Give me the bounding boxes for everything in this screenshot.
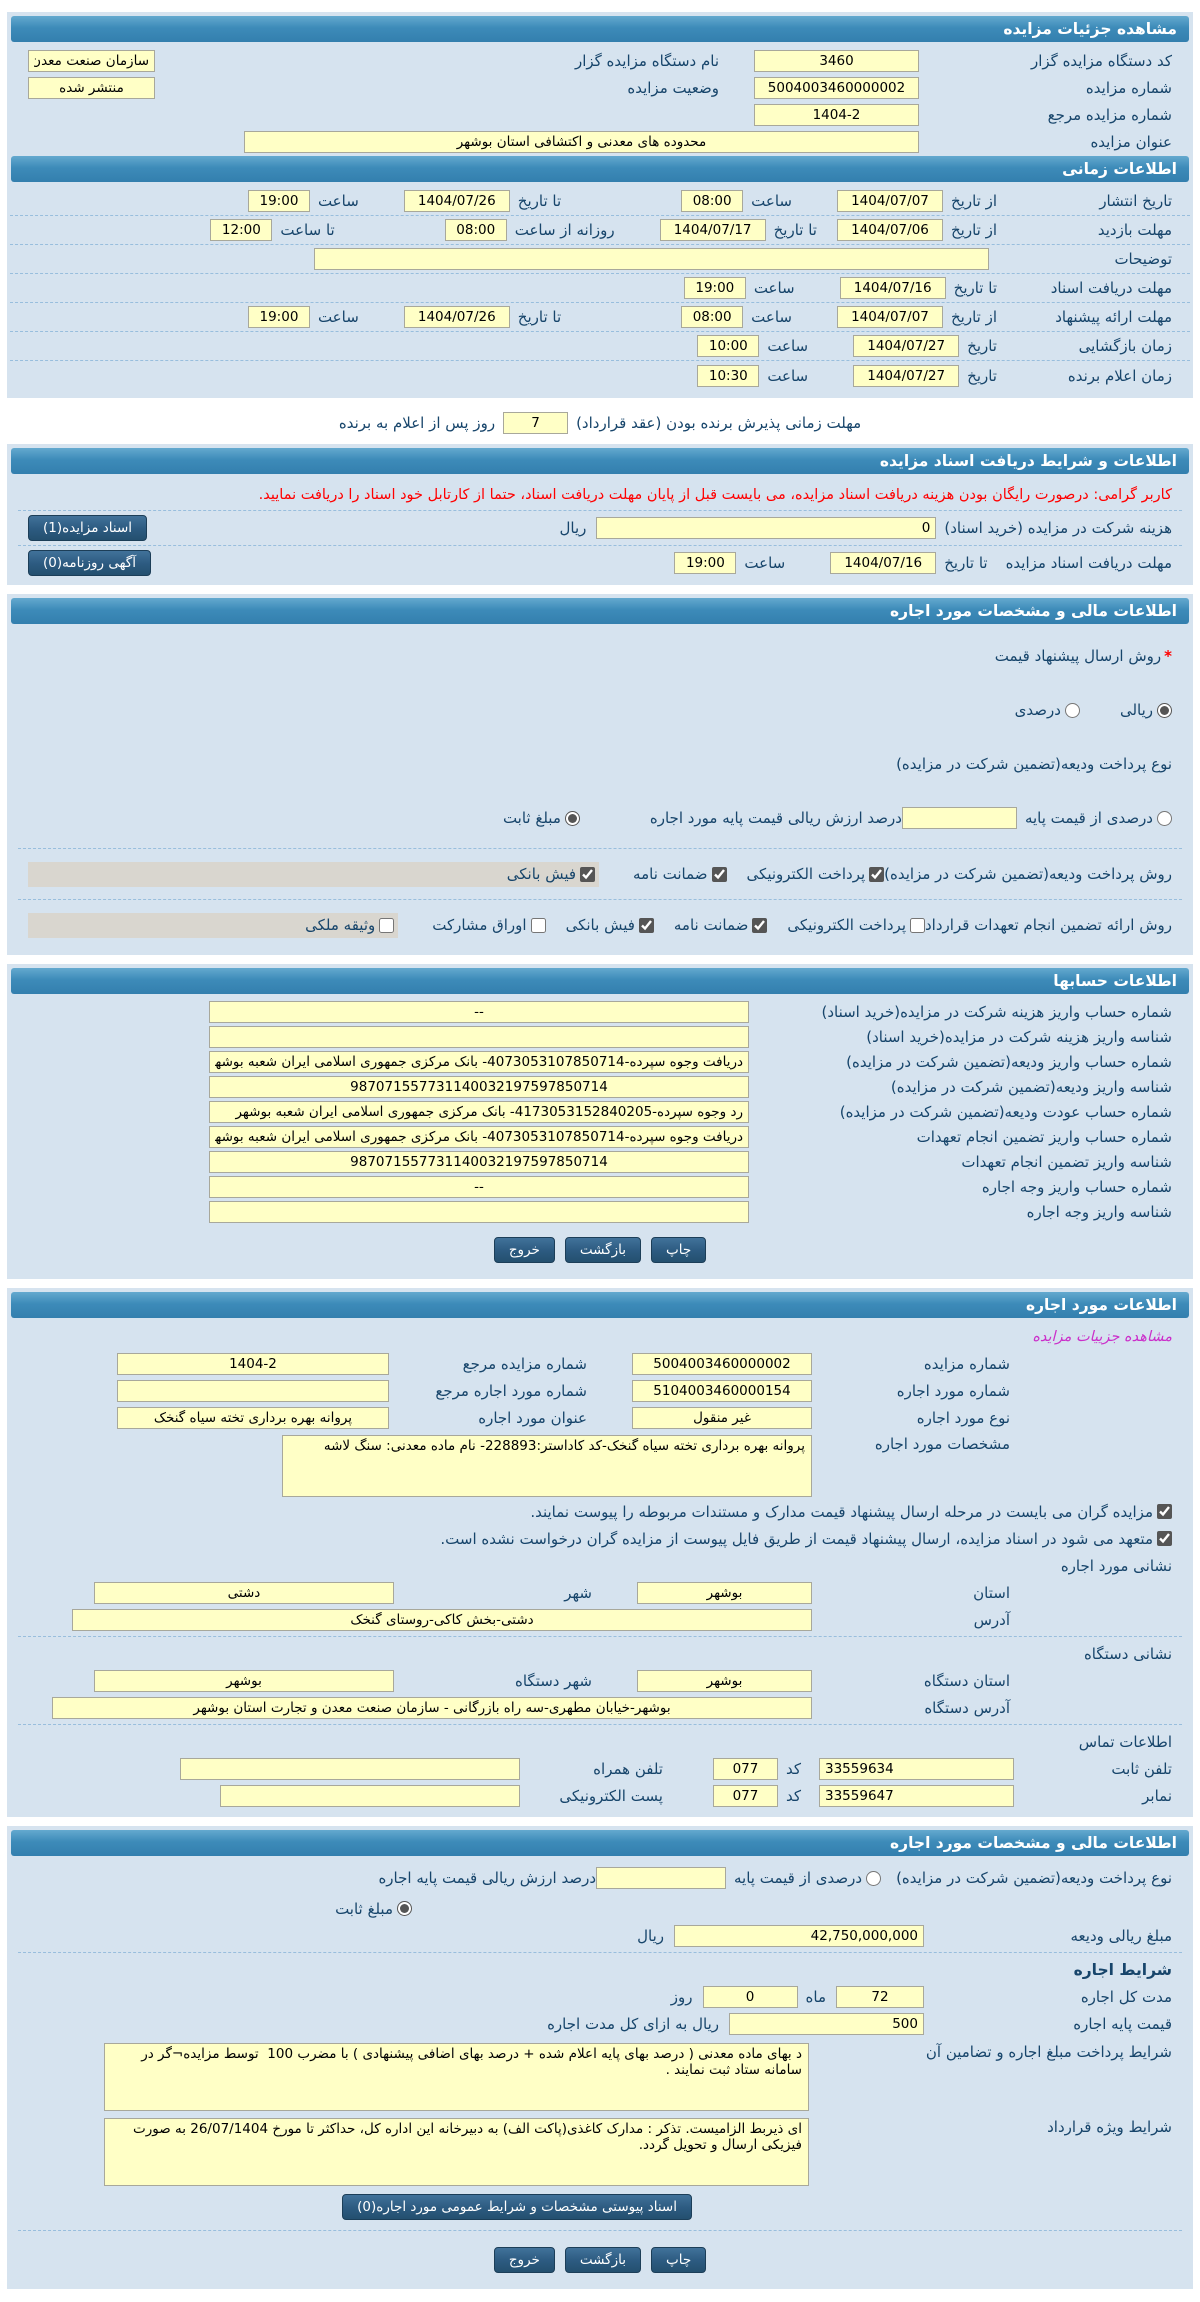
section-title-financial-2: اطلاعات مالی و مشخصات مورد اجاره [890, 1834, 1177, 1852]
separator [18, 848, 1182, 849]
offer-to-date-field[interactable] [404, 306, 510, 328]
deposit-fixed-radio-2[interactable] [335, 1900, 412, 1918]
guarantee-bonds-checkbox[interactable] [432, 916, 545, 934]
item-spec-label: مشخصات مورد اجاره [874, 1435, 1010, 1453]
deposit-type-label-2: نوع پرداخت ودیعه(تضمین شرکت در مزایده) [896, 1869, 1172, 1887]
deposit-pay-electronic-checkbox[interactable] [747, 865, 885, 883]
publish-to-date-label: تا تاریخ [517, 192, 562, 210]
deposit-type-options-row [10, 791, 1190, 845]
item-address-title: نشانی مورد اجاره [1060, 1556, 1172, 1575]
separator [18, 1952, 1182, 1953]
offer-from-date-label: از تاریخ [950, 308, 997, 326]
offer-from-time-field[interactable] [681, 306, 743, 328]
contact-title: اطلاعات تماس [1078, 1732, 1172, 1751]
publish-from-date-field[interactable] [837, 190, 943, 212]
view-auction-details-link[interactable]: مشاهده جزییات مزایده [1032, 1328, 1172, 1345]
account-field[interactable] [209, 1151, 749, 1173]
agency-address-field[interactable] [52, 1697, 812, 1719]
phone-code-label: کد [785, 1759, 801, 1778]
participation-fee-field[interactable] [596, 517, 936, 539]
offer-period-row [10, 303, 1190, 332]
account-row [10, 1099, 1190, 1124]
account-label: شماره حساب واریز وجه اجاره [981, 1177, 1172, 1196]
deposit-percent-suffix-2: درصد ارزش ریالی قیمت پایه اجاره [378, 1869, 597, 1887]
offer-to-time-field[interactable] [248, 306, 310, 328]
deposit-pay-bank-slip-input[interactable] [580, 867, 595, 882]
account-label: شناسه واریز وجه اجاره [1026, 1202, 1172, 1221]
opening-time-field[interactable] [697, 335, 759, 357]
deposit-pay-electronic-label: پرداخت الکترونیکی [746, 865, 866, 883]
no-attach-row [10, 1525, 1190, 1552]
email-field[interactable] [220, 1785, 520, 1807]
account-field[interactable] [209, 1076, 749, 1098]
visit-label: مهلت بازدید [1097, 221, 1172, 239]
docs-deadline-label: مهلت دریافت اسناد [1050, 279, 1172, 297]
publish-from-date-label: از تاریخ [950, 192, 997, 210]
separator [18, 545, 1182, 546]
auction-documents-button[interactable]: اسناد مزایده(1) [28, 515, 147, 541]
account-field[interactable] [209, 1176, 749, 1198]
base-price-row [10, 2010, 1190, 2037]
price-method-percent-input[interactable] [1065, 703, 1080, 718]
auction-status-label: وضعیت مزایده [627, 78, 719, 97]
bottom-button-row [10, 2234, 1190, 2281]
deposit-percent-radio[interactable] [1025, 809, 1172, 827]
auction-ref-field[interactable] [754, 104, 919, 126]
acceptance-suffix: روز پس از اعلام به برنده [338, 413, 496, 432]
docs-deadline-row [10, 274, 1190, 303]
visit-to-date-label: تا تاریخ [773, 221, 817, 239]
section-header-timing [11, 156, 1189, 182]
fax-code-label: کد [785, 1786, 801, 1805]
opening-time-row [10, 332, 1190, 361]
agency-name-label: نام دستگاه مزایده گزار [574, 51, 719, 70]
item-auction-ref-label: شماره مزایده مرجع [462, 1354, 587, 1373]
visit-daily-from-field[interactable] [445, 219, 507, 241]
item-title-label: عنوان مورد اجاره [478, 1408, 587, 1427]
acceptance-label: مهلت زمانی پذیرش برنده بودن (عقد قرارداد) [576, 413, 862, 432]
months-label: ماه [805, 1987, 826, 2006]
deposit-fixed-row-2 [10, 1895, 1190, 1922]
agency-city-field[interactable] [94, 1670, 394, 1692]
deposit-percent-value-field-2[interactable] [596, 1867, 726, 1889]
account-row [10, 1074, 1190, 1099]
agency-address-label: آدرس دستگاه [924, 1698, 1010, 1717]
publish-to-hour-label: ساعت [317, 192, 359, 210]
item-ref-label: شماره مورد اجاره مرجع [435, 1381, 587, 1400]
lease-duration-days-field[interactable] [703, 1986, 798, 2008]
section-header-documents [11, 448, 1189, 474]
item-type-row [10, 1404, 1190, 1431]
section-title-accounts: اطلاعات حسابها [1053, 972, 1177, 990]
deposit-fixed-label: مبلغ ثابت [502, 809, 561, 827]
item-city-field[interactable] [94, 1582, 394, 1604]
docs-deadline-to-date-label: تا تاریخ [953, 279, 997, 297]
notes-label: توضیحات [1114, 250, 1172, 268]
documents-warning: کاربر گرامی: درصورت رایگان بودن هزینه دریافت اسناد مزایده، می بایست قبل از پایان مهلت دریافت اسناد، حتما از کارتابل خود اسناد را دریافت نمایید. [258, 487, 1172, 503]
lease-item-block [7, 1288, 1193, 1817]
opening-hour-label: ساعت [767, 337, 809, 355]
guarantee-methods-row [10, 903, 1190, 947]
account-row [10, 1024, 1190, 1049]
deposit-pay-guarantee-input[interactable] [712, 867, 727, 882]
base-price-label: قیمت پایه اجاره [1073, 2014, 1172, 2033]
required-star: * [1164, 647, 1172, 665]
payment-terms-label: شرایط پرداخت مبلغ اجاره و تضامین آن [925, 2043, 1172, 2061]
opening-date-field[interactable] [853, 335, 959, 357]
separator [18, 510, 1182, 511]
price-method-rial-label: ریالی [1119, 701, 1153, 719]
price-method-options-row [10, 683, 1190, 737]
deposit-pay-list-panel [28, 862, 599, 887]
opening-label: زمان بازگشایی [1078, 337, 1172, 355]
item-auction-number-field[interactable] [632, 1353, 812, 1375]
section-header-financial-1 [11, 598, 1189, 624]
special-terms-row [10, 2112, 1190, 2187]
visit-from-date-label: از تاریخ [950, 221, 997, 239]
phone-label: تلفن ثابت [1111, 1759, 1172, 1778]
deposit-pay-bank-slip-checkbox[interactable] [507, 865, 595, 883]
rial-label: ریال [559, 519, 587, 537]
account-label: شماره حساب عودت ودیعه(تضمین شرکت در مزایده) [839, 1102, 1172, 1121]
winner-date-label: تاریخ [967, 366, 997, 385]
account-row [10, 1049, 1190, 1074]
mobile-label: تلفن همراه [593, 1759, 663, 1778]
deposit-percent-suffix: درصد ارزش ریالی قیمت پایه مورد اجاره [649, 809, 902, 827]
payment-terms-row [10, 2037, 1190, 2112]
account-label: شماره حساب واریز هزینه شرکت در مزایده(خرید اسناد) [821, 1002, 1172, 1021]
item-type-field[interactable] [632, 1407, 812, 1429]
agency-address-title-row [10, 1640, 1190, 1667]
deposit-pay-electronic-input[interactable] [869, 867, 884, 882]
account-label: شماره حساب واریز ودیعه(تضمین شرکت در مزایده) [846, 1052, 1172, 1071]
deposit-percent-input[interactable] [1157, 811, 1172, 826]
item-address-field[interactable] [72, 1609, 812, 1631]
attach-required-note: مزایده گران می بایست در مرحله ارسال پیشنهاد قیمت مدارک و مستندات مربوطه را پیوست نمایند. [530, 1502, 1153, 1521]
offer-label: مهلت ارائه پیشنهاد [1055, 308, 1172, 326]
item-address-row [10, 1606, 1190, 1633]
deposit-fixed-radio[interactable] [503, 809, 580, 827]
attach-required-row [10, 1498, 1190, 1525]
special-terms-label: شرایط ویژه قرارداد [1047, 2118, 1172, 2136]
notes-field[interactable] [314, 248, 989, 270]
winner-hour-label: ساعت [767, 366, 809, 385]
docs-deadline-date-field[interactable] [840, 277, 946, 299]
auction-number-field[interactable] [754, 77, 919, 99]
lease-terms-title: شرایط اجاره [1073, 1960, 1172, 1979]
special-terms-textarea[interactable] [104, 2118, 809, 2186]
account-row [10, 1149, 1190, 1174]
guarantee-bank-slip-input[interactable] [639, 918, 654, 933]
item-title-field[interactable] [117, 1407, 389, 1429]
deposit-percent-radio-2[interactable] [734, 1869, 881, 1887]
no-attach-input[interactable] [1157, 1531, 1172, 1546]
offer-from-date-field[interactable] [837, 306, 943, 328]
item-province-label: استان [973, 1583, 1010, 1602]
separator [18, 2230, 1182, 2231]
guarantee-bonds-label: اوراق مشارکت [432, 916, 527, 934]
account-row [10, 1199, 1190, 1224]
phone-code-field[interactable] [713, 1758, 778, 1780]
section-title-auction-details: مشاهده جزئیات مزایده [1003, 20, 1177, 38]
guarantee-bonds-input[interactable] [531, 918, 546, 933]
guarantee-property-label: وثیقه ملکی [305, 916, 376, 934]
fax-code-field[interactable] [713, 1785, 778, 1807]
account-field[interactable] [209, 1201, 749, 1223]
agency-province-label: استان دستگاه [923, 1671, 1010, 1690]
offer-from-hour-label: ساعت [751, 308, 792, 326]
guarantee-bank-slip-label: فیش بانکی [565, 916, 635, 934]
financial-lease-block [7, 1826, 1193, 2289]
item-province-city-row [10, 1579, 1190, 1606]
auction-subject-label: عنوان مزایده [1090, 132, 1172, 151]
item-auction-ref-field[interactable] [117, 1353, 389, 1375]
item-city-label: شهر [564, 1583, 592, 1602]
documents-deadline-to-date-label: تا تاریخ [944, 554, 988, 572]
guarantee-property-input[interactable] [379, 918, 394, 933]
account-field[interactable] [209, 1051, 749, 1073]
lease-duration-row [10, 1983, 1190, 2010]
account-field[interactable] [209, 1126, 749, 1148]
docs-deadline-time-field[interactable] [684, 277, 746, 299]
deposit-pay-guarantee-checkbox[interactable] [633, 865, 726, 883]
documents-deadline-time-field[interactable] [674, 552, 736, 574]
price-method-rial-input[interactable] [1157, 703, 1172, 718]
section-title-documents: اطلاعات و شرایط دریافت اسناد مزایده [879, 452, 1177, 470]
documents-deadline-date-field[interactable] [830, 552, 936, 574]
phone-row [10, 1755, 1190, 1782]
deposit-fixed-input-2[interactable] [397, 1901, 412, 1916]
winner-date-field[interactable] [853, 365, 959, 387]
attach-required-checkbox[interactable] [530, 1503, 1172, 1521]
guarantee-electronic-label: پرداخت الکترونیکی [787, 916, 906, 934]
account-row [10, 999, 1190, 1024]
email-label: پست الکترونیکی [559, 1786, 663, 1805]
documents-deadline-row [10, 549, 1190, 577]
no-attach-note: متعهد می شود در اسناد مزایده، ارسال پیشنهاد قیمت از طریق فایل پیوست از مزایده گران درخواست نشده است. [440, 1529, 1153, 1548]
acceptance-strip [7, 407, 1193, 444]
agency-name-field[interactable] [28, 50, 155, 72]
deposit-percent-input-2[interactable] [866, 1871, 881, 1886]
auction-ref-row [10, 101, 1190, 128]
agency-address-row [10, 1694, 1190, 1721]
winner-announce-row [10, 361, 1190, 390]
publish-to-time-field[interactable] [248, 190, 310, 212]
agency-city-label: شهر دستگاه [514, 1671, 592, 1690]
print-button-bottom[interactable]: چاپ [651, 2247, 706, 2273]
section-title-lease-item: اطلاعات مورد اجاره [1025, 1296, 1177, 1314]
auction-number-row [10, 74, 1190, 101]
auction-ref-label: شماره مزایده مرجع [1047, 105, 1172, 124]
agency-address-title: نشانی دستگاه [1083, 1644, 1172, 1663]
account-row [10, 1174, 1190, 1199]
visit-to-date-field[interactable] [660, 219, 766, 241]
deposit-amount-field[interactable] [674, 1925, 924, 1947]
guarantee-list-panel [28, 913, 398, 938]
mobile-field[interactable] [180, 1758, 520, 1780]
base-price-field[interactable] [729, 2013, 924, 2035]
section-title-timing: اطلاعات زمانی [1062, 160, 1177, 178]
agency-code-label: کد دستگاه مزایده گزار [1030, 51, 1172, 70]
account-field[interactable] [209, 1001, 749, 1023]
item-type-label: نوع مورد اجاره [916, 1408, 1010, 1427]
notes-row [10, 245, 1190, 274]
opening-date-label: تاریخ [967, 337, 997, 355]
price-method-label-row [10, 629, 1190, 683]
auction-status-field[interactable] [28, 77, 155, 99]
deposit-amount-row [10, 1922, 1190, 1949]
separator [18, 1724, 1182, 1725]
visit-from-date-field[interactable] [837, 219, 943, 241]
deposit-type-label-row [10, 737, 1190, 791]
deposit-type-row-2 [10, 1861, 1190, 1895]
documents-deadline-label: مهلت دریافت اسناد مزایده [1005, 554, 1172, 572]
docs-deadline-hour-label: ساعت [753, 279, 795, 297]
account-field[interactable] [209, 1101, 749, 1123]
visit-daily-from-label: روزانه از ساعت [514, 221, 615, 239]
documents-deadline-hour-label: ساعت [744, 554, 786, 572]
item-address-label: آدرس [973, 1610, 1010, 1629]
acceptance-row [7, 409, 1193, 436]
contact-title-row [10, 1728, 1190, 1755]
visit-daily-to-field[interactable] [210, 219, 272, 241]
print-button[interactable]: چاپ [651, 1237, 706, 1263]
agency-province-field[interactable] [637, 1670, 812, 1692]
item-auction-number-row [10, 1350, 1190, 1377]
publish-period-row [10, 187, 1190, 216]
base-price-suffix: ریال به ازای کل مدت اجاره [547, 2014, 719, 2033]
guarantee-letter-label: ضمانت نامه [673, 916, 749, 934]
section-header-accounts [11, 968, 1189, 994]
item-spec-textarea[interactable] [282, 1435, 812, 1497]
publish-label: تاریخ انتشار [1099, 192, 1172, 210]
section-title-financial-1: اطلاعات مالی و مشخصات مورد اجاره [890, 602, 1177, 620]
fax-label: نمابر [1142, 1786, 1172, 1805]
deposit-type-label: نوع پرداخت ودیعه(تضمین شرکت در مزایده) [896, 755, 1172, 773]
participation-fee-label: هزینه شرکت در مزایده (خرید اسناد) [944, 519, 1172, 537]
item-number-label: شماره مورد اجاره [896, 1381, 1010, 1400]
publish-from-time-field[interactable] [681, 190, 743, 212]
accounts-block [7, 964, 1193, 1279]
item-number-field[interactable] [632, 1380, 812, 1402]
guarantee-letter-input[interactable] [752, 918, 767, 933]
deposit-payment-methods-row [10, 852, 1190, 896]
account-label: شناسه واریز تضمین انجام تعهدات [961, 1152, 1172, 1171]
newspaper-ad-button[interactable]: آگهی روزنامه(0) [28, 550, 151, 576]
price-method-rial-radio[interactable] [1120, 701, 1172, 719]
offer-to-hour-label: ساعت [317, 308, 359, 326]
publish-to-date-field[interactable] [404, 190, 510, 212]
separator [18, 899, 1182, 900]
item-auction-number-label: شماره مزایده [923, 1354, 1010, 1373]
acceptance-days-field[interactable] [503, 412, 568, 434]
account-label: شناسه واریز هزینه شرکت در مزایده(خرید اسناد) [866, 1027, 1172, 1046]
documents-block [7, 444, 1193, 585]
section-header-lease-item [11, 1292, 1189, 1318]
item-address-title-row [10, 1552, 1190, 1579]
fax-field[interactable] [819, 1785, 1014, 1807]
guarantee-electronic-input[interactable] [910, 918, 925, 933]
agency-code-field[interactable] [754, 50, 919, 72]
deposit-percent-label: درصدی از قیمت پایه [1024, 809, 1153, 827]
accounts-button-row [10, 1224, 1190, 1271]
winner-time-field[interactable] [697, 365, 759, 387]
separator [18, 1636, 1182, 1637]
item-province-field[interactable] [637, 1582, 812, 1604]
section-header-financial-2 [11, 1830, 1189, 1856]
days-label: روز [670, 1987, 693, 2006]
winner-label: زمان اعلام برنده [1067, 366, 1172, 385]
overview-timing-block [7, 12, 1193, 398]
back-button-bottom[interactable]: بازگشت [565, 2247, 641, 2273]
deposit-payment-methods-label: روش پرداخت ودیعه(تضمین شرکت در مزایده) [884, 865, 1172, 883]
guarantee-letter-checkbox[interactable] [674, 916, 767, 934]
auction-number-label: شماره مزایده [1085, 78, 1172, 97]
agency-row [10, 47, 1190, 74]
payment-terms-textarea[interactable] [104, 2043, 809, 2111]
visit-daily-to-label: تا ساعت [280, 221, 335, 239]
no-attach-checkbox[interactable] [440, 1530, 1172, 1548]
view-details-link-row [10, 1323, 1190, 1350]
price-method-label: روش ارسال پیشنهاد قیمت [994, 647, 1162, 665]
back-button[interactable]: بازگشت [565, 1237, 641, 1263]
price-method-percent-radio[interactable] [1015, 701, 1080, 719]
attached-docs-button[interactable]: اسناد پیوستی مشخصات و شرایط عمومی مورد اجاره(0) [342, 2194, 692, 2220]
item-number-row [10, 1377, 1190, 1404]
guarantee-bank-slip-checkbox[interactable] [566, 916, 654, 934]
deposit-percent-value-field[interactable] [902, 807, 1017, 829]
deposit-fixed-input[interactable] [565, 811, 580, 826]
offer-to-date-label: تا تاریخ [517, 308, 562, 326]
lease-terms-title-row [10, 1956, 1190, 1983]
fax-row [10, 1782, 1190, 1809]
price-method-percent-label: درصدی [1014, 701, 1061, 719]
account-label: شناسه واریز ودیعه(تضمین شرکت در مزایده) [890, 1077, 1172, 1096]
phone-field[interactable] [819, 1758, 1014, 1780]
item-ref-field[interactable] [117, 1380, 389, 1402]
attach-required-input[interactable] [1157, 1504, 1172, 1519]
deposit-percent-label-2: درصدی از قیمت پایه [734, 1869, 863, 1887]
financial-block-1 [7, 594, 1193, 955]
guarantee-methods-label: روش ارائه تضمین انجام تعهدات قرارداد [925, 916, 1172, 934]
account-label: شماره حساب واریز تضمین انجام تعهدات [916, 1127, 1172, 1146]
deposit-pay-bank-slip-label: فیش بانکی [506, 865, 577, 883]
account-field[interactable] [209, 1026, 749, 1048]
lease-duration-months-field[interactable] [836, 1986, 924, 2008]
deposit-fixed-label-2: مبلغ ثابت [335, 1899, 393, 1918]
exit-button[interactable]: خروج [494, 1237, 555, 1263]
section-header-auction-details [11, 16, 1189, 42]
deposit-amount-rial-label: ریال [637, 1926, 664, 1945]
auction-subject-row [10, 128, 1190, 155]
account-row [10, 1124, 1190, 1149]
auction-subject-field[interactable] [244, 131, 919, 153]
publish-from-hour-label: ساعت [751, 192, 792, 210]
exit-button-bottom[interactable]: خروج [494, 2247, 555, 2273]
agency-province-city-row [10, 1667, 1190, 1694]
guarantee-property-checkbox[interactable] [305, 916, 394, 934]
attached-docs-row [10, 2187, 1190, 2227]
lease-duration-label: مدت کل اجاره [1080, 1987, 1172, 2006]
guarantee-electronic-checkbox[interactable] [787, 916, 925, 934]
visit-period-row [10, 216, 1190, 245]
item-spec-row [10, 1431, 1190, 1498]
deposit-pay-guarantee-label: ضمانت نامه [633, 865, 708, 883]
deposit-amount-label: مبلغ ریالی ودیعه [1070, 1926, 1172, 1945]
participation-fee-row [10, 514, 1190, 542]
